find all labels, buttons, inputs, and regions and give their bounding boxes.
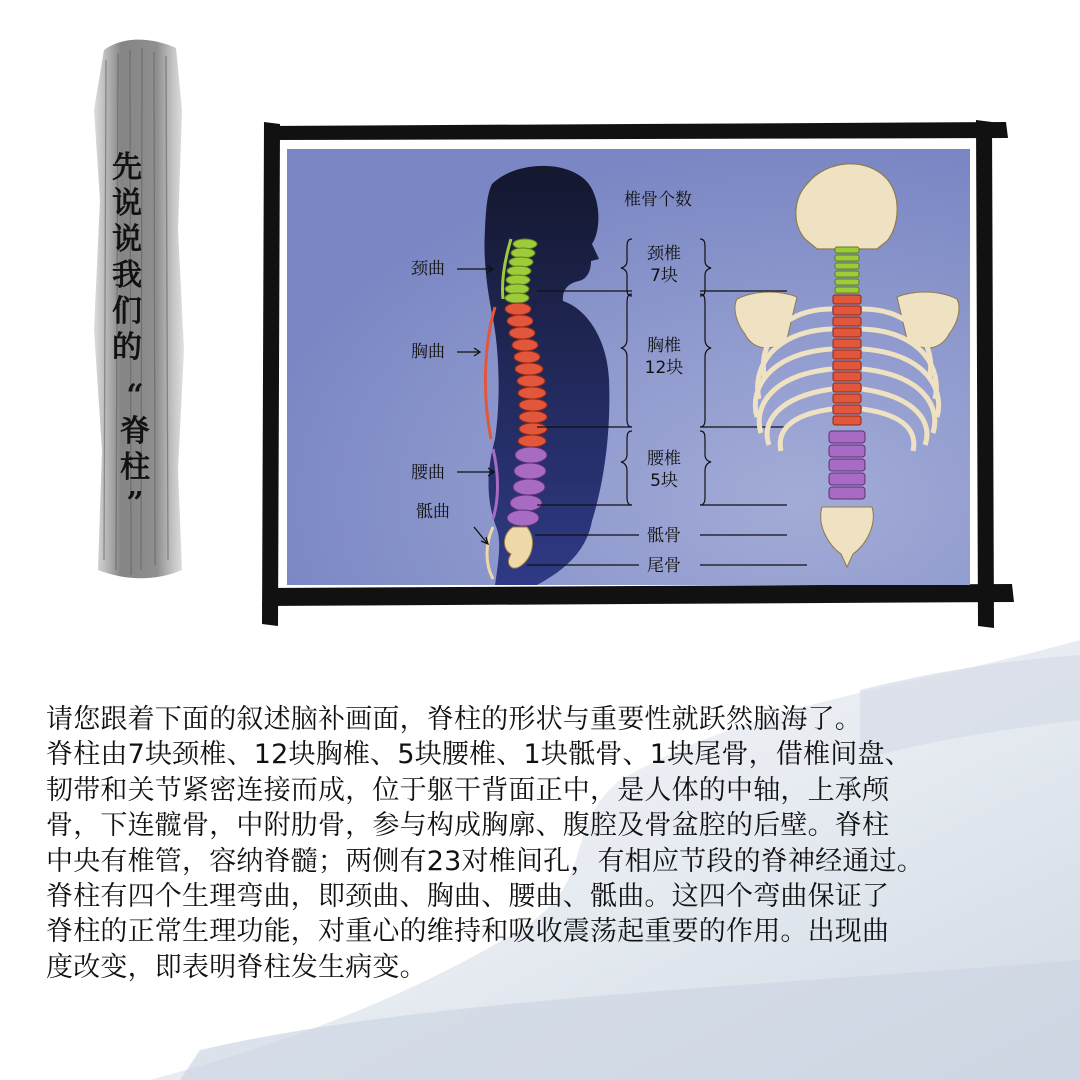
thoracic-name: 胸椎 [647,336,681,356]
banner-char: 脊 [120,414,150,449]
thoracic-count: 12块 [644,358,684,378]
paragraph-line: 度改变，即表明脊柱发生病变。 [46,951,427,983]
label-thoracic-curve: 胸曲 [411,342,445,362]
banner-char: 我 [112,258,142,293]
lumbar-name: 腰椎 [647,449,681,469]
banner-char: 的 [112,330,142,365]
banner-char: ” [126,486,144,521]
banner-column-2 [120,378,150,522]
banner-column-1 [112,150,142,366]
banner-char: 先 [112,150,142,185]
banner-char: 们 [112,294,142,329]
paragraph-line: 脊柱有四个生理弯曲，即颈曲、胸曲、腰曲、骶曲。这四个弯曲保证了 [46,881,890,913]
paragraph-line: 请您跟着下面的叙述脑补画面，脊柱的形状与重要性就跃然脑海了。 [46,704,862,735]
lumbar-count: 5块 [650,471,678,491]
paragraph-line: 韧带和关节紧密连接而成，位于躯干背面正中，是人体的中轴，上承颅 [46,774,890,806]
paragraph-line: 骨，下连髋骨，中附肋骨，参与构成胸廓、腹腔及骨盆腔的后壁。脊柱 [46,810,890,842]
cervical-name: 颈椎 [647,244,681,264]
vertebra-count-heading: 椎骨个数 [624,190,692,210]
label-coccyx: 尾骨 [647,556,681,576]
description-paragraph [46,702,1076,985]
label-lumbar-vertebrae [637,448,691,492]
label-sacrum: 骶骨 [647,526,681,546]
label-cervical-curve: 颈曲 [411,259,445,279]
paragraph-line: 脊柱由7块颈椎、12块胸椎、5块腰椎、1块骶骨、1块尾骨，借椎间盘、 [46,739,912,771]
body-silhouette [484,166,609,585]
label-lumbar-curve: 腰曲 [411,463,445,483]
banner-char: 说 [112,222,142,257]
banner-char: “ [126,378,144,413]
paragraph-line: 中央有椎管，容纳脊髓；两侧有23对椎间孔，有相应节段的脊神经通过。 [46,845,924,877]
cervical-count: 7块 [650,266,678,286]
banner-char: 柱 [120,450,150,485]
label-cervical-vertebrae [637,243,691,287]
banner-char: 说 [112,186,142,221]
label-sacral-curve: 骶曲 [416,502,450,522]
spine-illustration [287,149,970,585]
paragraph-line: 脊柱的正常生理功能，对重心的维持和吸收震荡起重要的作用。出现曲 [46,916,890,948]
label-thoracic-vertebrae [637,335,691,379]
